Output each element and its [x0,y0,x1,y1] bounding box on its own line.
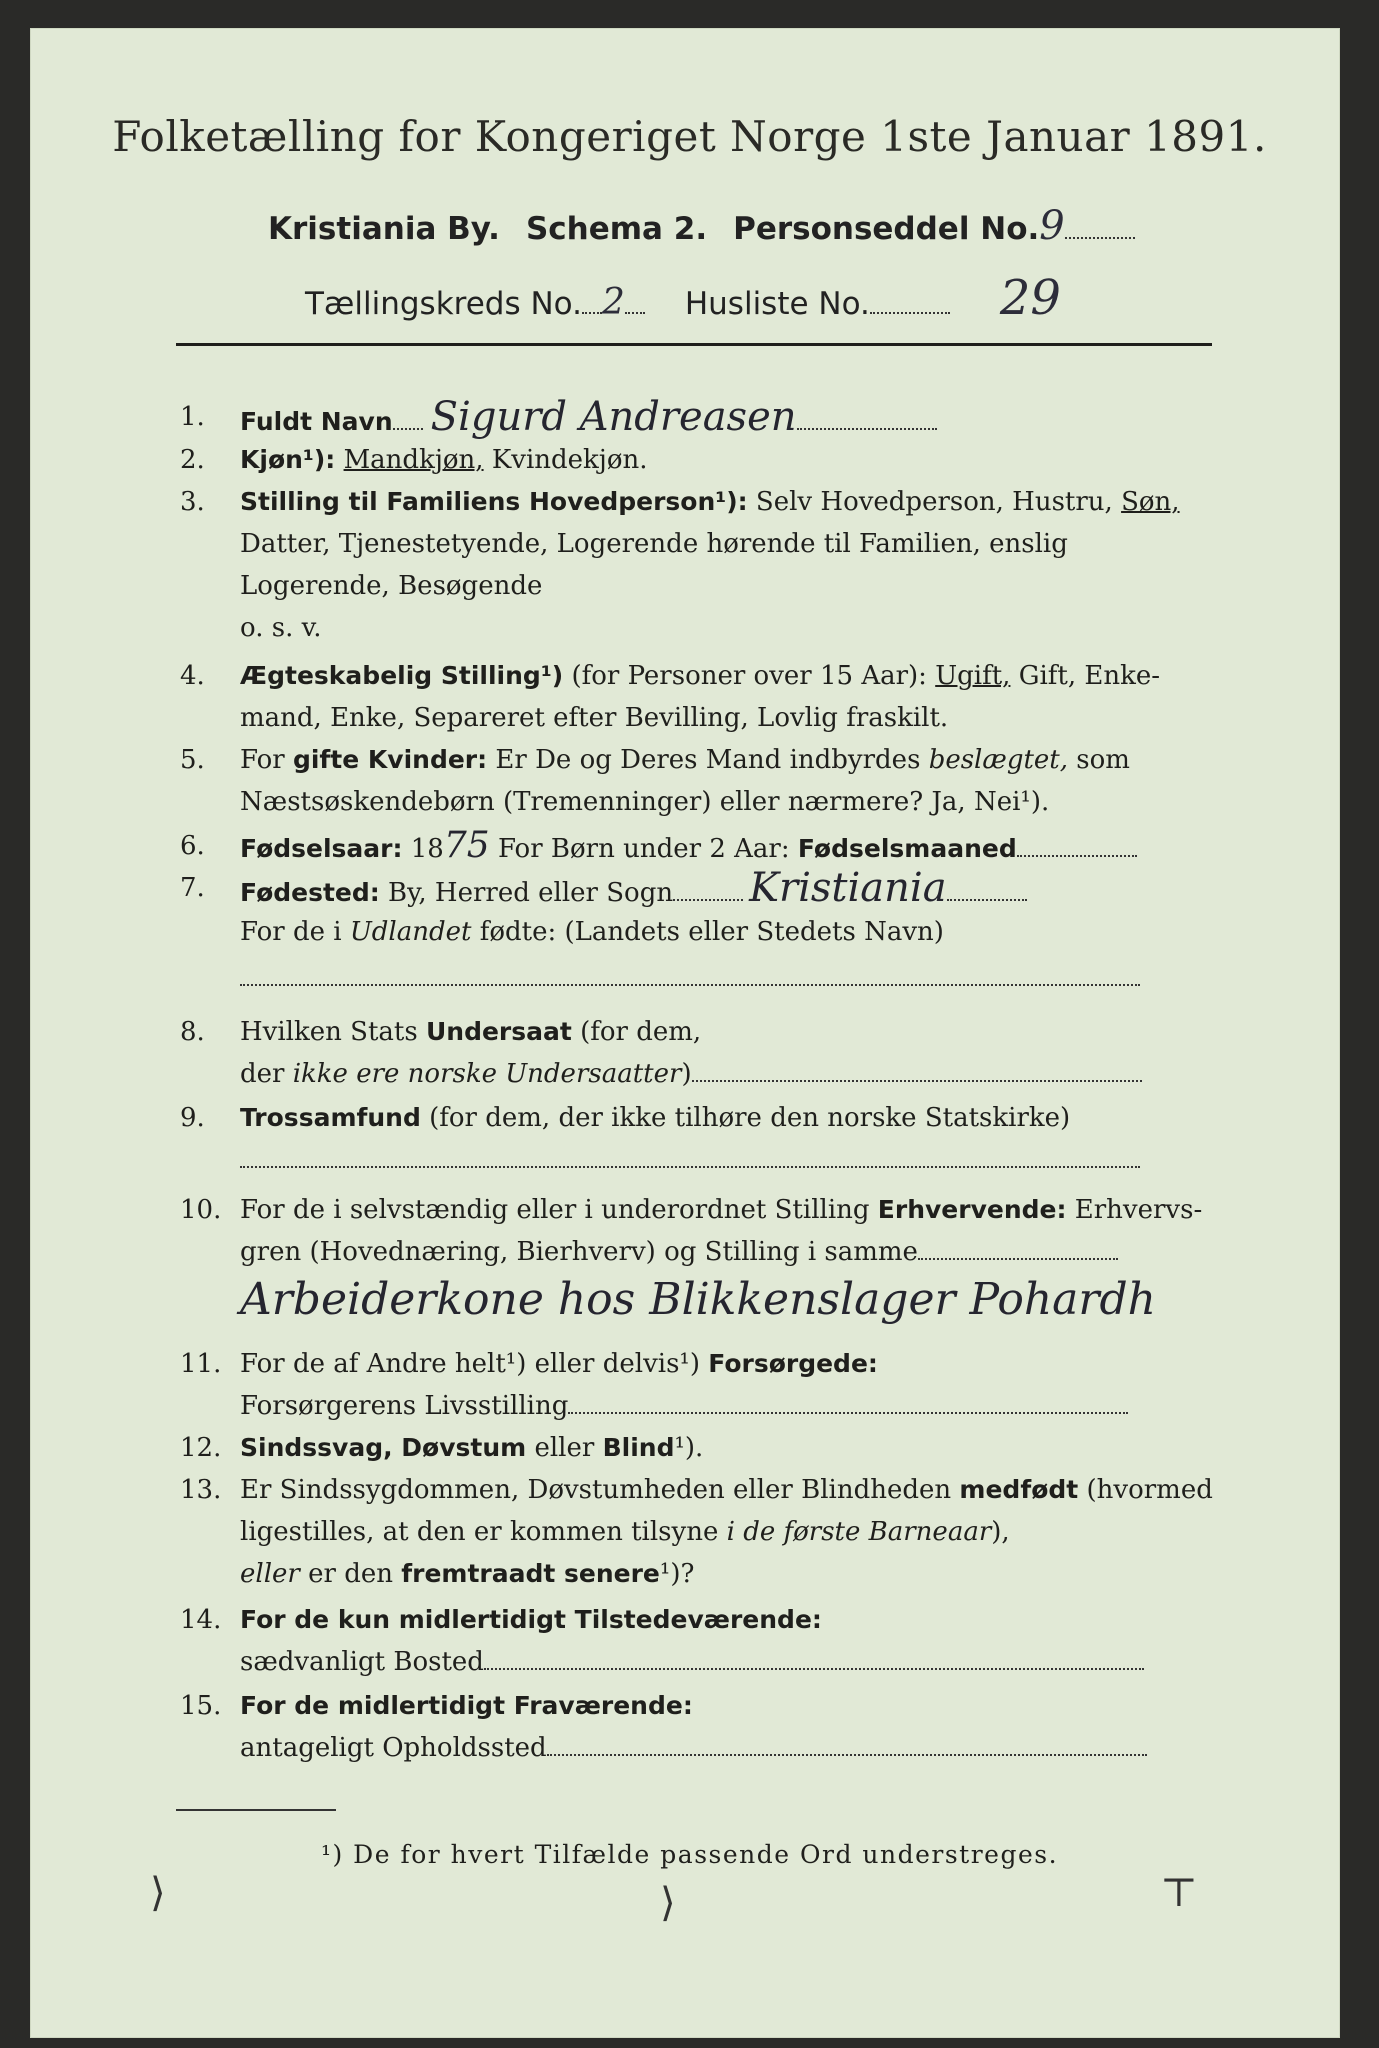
text: ikke ere norske Undersaatter [292,1059,682,1089]
field-label: Forsørgede: [708,1349,878,1378]
field-label: Stilling til Familiens Hovedperson¹): [240,487,748,516]
text: beslægtet, [928,745,1069,775]
text: gren (Hovednæring, Bierhverv) og Stilling i samme [240,1237,918,1267]
item-number: 5. [180,745,205,775]
footnote: ¹) De for hvert Tilfælde passende Ord understreges. [320,1840,1059,1869]
occupation-value: Arbeiderkone hos Blikkenslager Pohardh [240,1274,1156,1325]
text: sædvanligt Bosted [240,1647,484,1677]
text: For de i [240,917,342,947]
city-label: Kristiania By. [268,211,500,247]
field-label: Kjøn¹): [240,445,336,474]
text: Er Sindssygdommen, Døvstumheden eller Blindheden [240,1475,952,1505]
birth-year-value: 75 [443,825,490,866]
item-number: 10. [180,1195,222,1225]
text: Selv Hovedperson, Hustru, [755,487,1113,517]
corner-mark: ⟩ [150,1870,166,1916]
text: o. s. v. [240,613,322,643]
text: By, Herred eller Sogn [388,878,674,908]
text: Næstsøskendebørn (Tremenninger) eller nærmere? Ja, Nei¹). [240,787,1050,817]
item-number: 13. [180,1475,222,1505]
text: (for Personer over 15 Aar): [571,661,927,691]
text: Er De og Deres Mand indbyrdes [495,745,921,775]
text: (for dem, [580,1017,702,1047]
text: Logerende, Besøgende [240,571,543,601]
text: er den [308,1559,393,1589]
item-number: 15. [180,1691,222,1721]
text: som [1076,745,1130,775]
field-label: fremtraadt senere [401,1559,660,1588]
husliste-label: Husliste No. [684,286,870,322]
item-number: 6. [180,831,205,861]
text: ligestilles, at den er kommen tilsyne [240,1517,719,1547]
item-number: 8. [180,1017,205,1047]
field-label: Trossamfund [240,1103,421,1132]
personseddel-label: Personseddel No. [733,211,1040,247]
birthplace-value: Kristiania [749,865,947,911]
name-value: Sigurd Andreasen [430,394,797,440]
text: der [240,1059,285,1089]
item-number: 1. [180,402,205,432]
text: 18 [410,834,444,864]
item-number: 3. [180,487,205,517]
field-label: medfødt [959,1475,1079,1504]
field-label: Fødselsaar: [240,834,403,863]
text: ¹)? [659,1559,695,1589]
text: (for dem, der ikke tilhøre den norske Statskirke) [429,1103,1071,1133]
text: For de af Andre helt¹) eller delvis¹) [240,1349,700,1379]
field-label: For de midlertidigt Fraværende: [240,1691,693,1720]
kreds-value: 2 [601,282,625,323]
item-number: 11. [180,1349,222,1379]
text: eller [534,1433,595,1463]
text: ¹). [674,1433,704,1463]
field-label: Fuldt Navn [240,407,393,436]
husliste-value: 29 [999,270,1061,326]
schema-label: Schema 2. [525,211,708,247]
text: i de første Barneaar [726,1517,992,1547]
field-label: gifte Kvinder: [292,745,488,774]
option-selected: Søn, [1121,487,1180,517]
personseddel-value: 9 [1039,203,1065,249]
text: eller [240,1559,300,1589]
field-label: Sindssvag, Døvstum [240,1433,527,1462]
header-rule [176,343,1212,346]
item-number: 7. [180,873,205,903]
field-label: Undersaat [425,1017,572,1046]
text: Gift, Enke- [1018,661,1161,691]
text: For Børn under 2 Aar: [497,834,790,864]
item-number: 9. [180,1103,205,1133]
footnote-rule [176,1809,336,1811]
field-label: For de kun midlertidigt Tilstedeværende: [240,1605,822,1634]
option-selected: Mandkjøn, [343,445,484,475]
field-label: Ægteskabelig Stilling¹) [240,661,564,690]
item-number: 2. [180,445,205,475]
text: For de i selvstændig eller i underordnet Stilling [240,1195,870,1225]
form-subline [305,270,1061,326]
text: Udlandet [349,917,472,947]
corner-mark: ⊤ [1160,1870,1198,1916]
form-title: Folketælling for Kongeriget Norge 1ste Januar 1891. [112,112,1267,161]
form-subtitle [268,203,1135,249]
text: (hvormed [1086,1475,1213,1505]
text: For [240,745,285,775]
field-label: Blind [602,1433,675,1462]
corner-mark: ⟩ [660,1880,676,1926]
option: Kvindekjøn. [491,445,648,475]
field-label: Fødselsmaaned [797,834,1017,863]
text: fødte: (Landets eller Stedets Navn) [479,917,944,947]
field-label: Erhvervende: [877,1195,1067,1224]
text: Hvilken Stats [240,1017,418,1047]
text: Datter, Tjenestetyende, Logerende hørende til Familien, enslig [240,529,1068,559]
text: Forsørgerens Livsstilling [240,1391,569,1421]
item-number: 4. [180,661,205,691]
kreds-label: Tællingskreds No. [305,286,582,322]
text: Erhvervs- [1074,1195,1203,1225]
text: mand, Enke, Separeret efter Bevilling, Lovlig fraskilt. [240,703,949,733]
text: antageligt Opholdssted [240,1733,547,1763]
item-number: 14. [180,1605,222,1635]
option-selected: Ugift, [935,661,1011,691]
item-number: 12. [180,1433,222,1463]
field-label: Fødested: [240,878,380,907]
